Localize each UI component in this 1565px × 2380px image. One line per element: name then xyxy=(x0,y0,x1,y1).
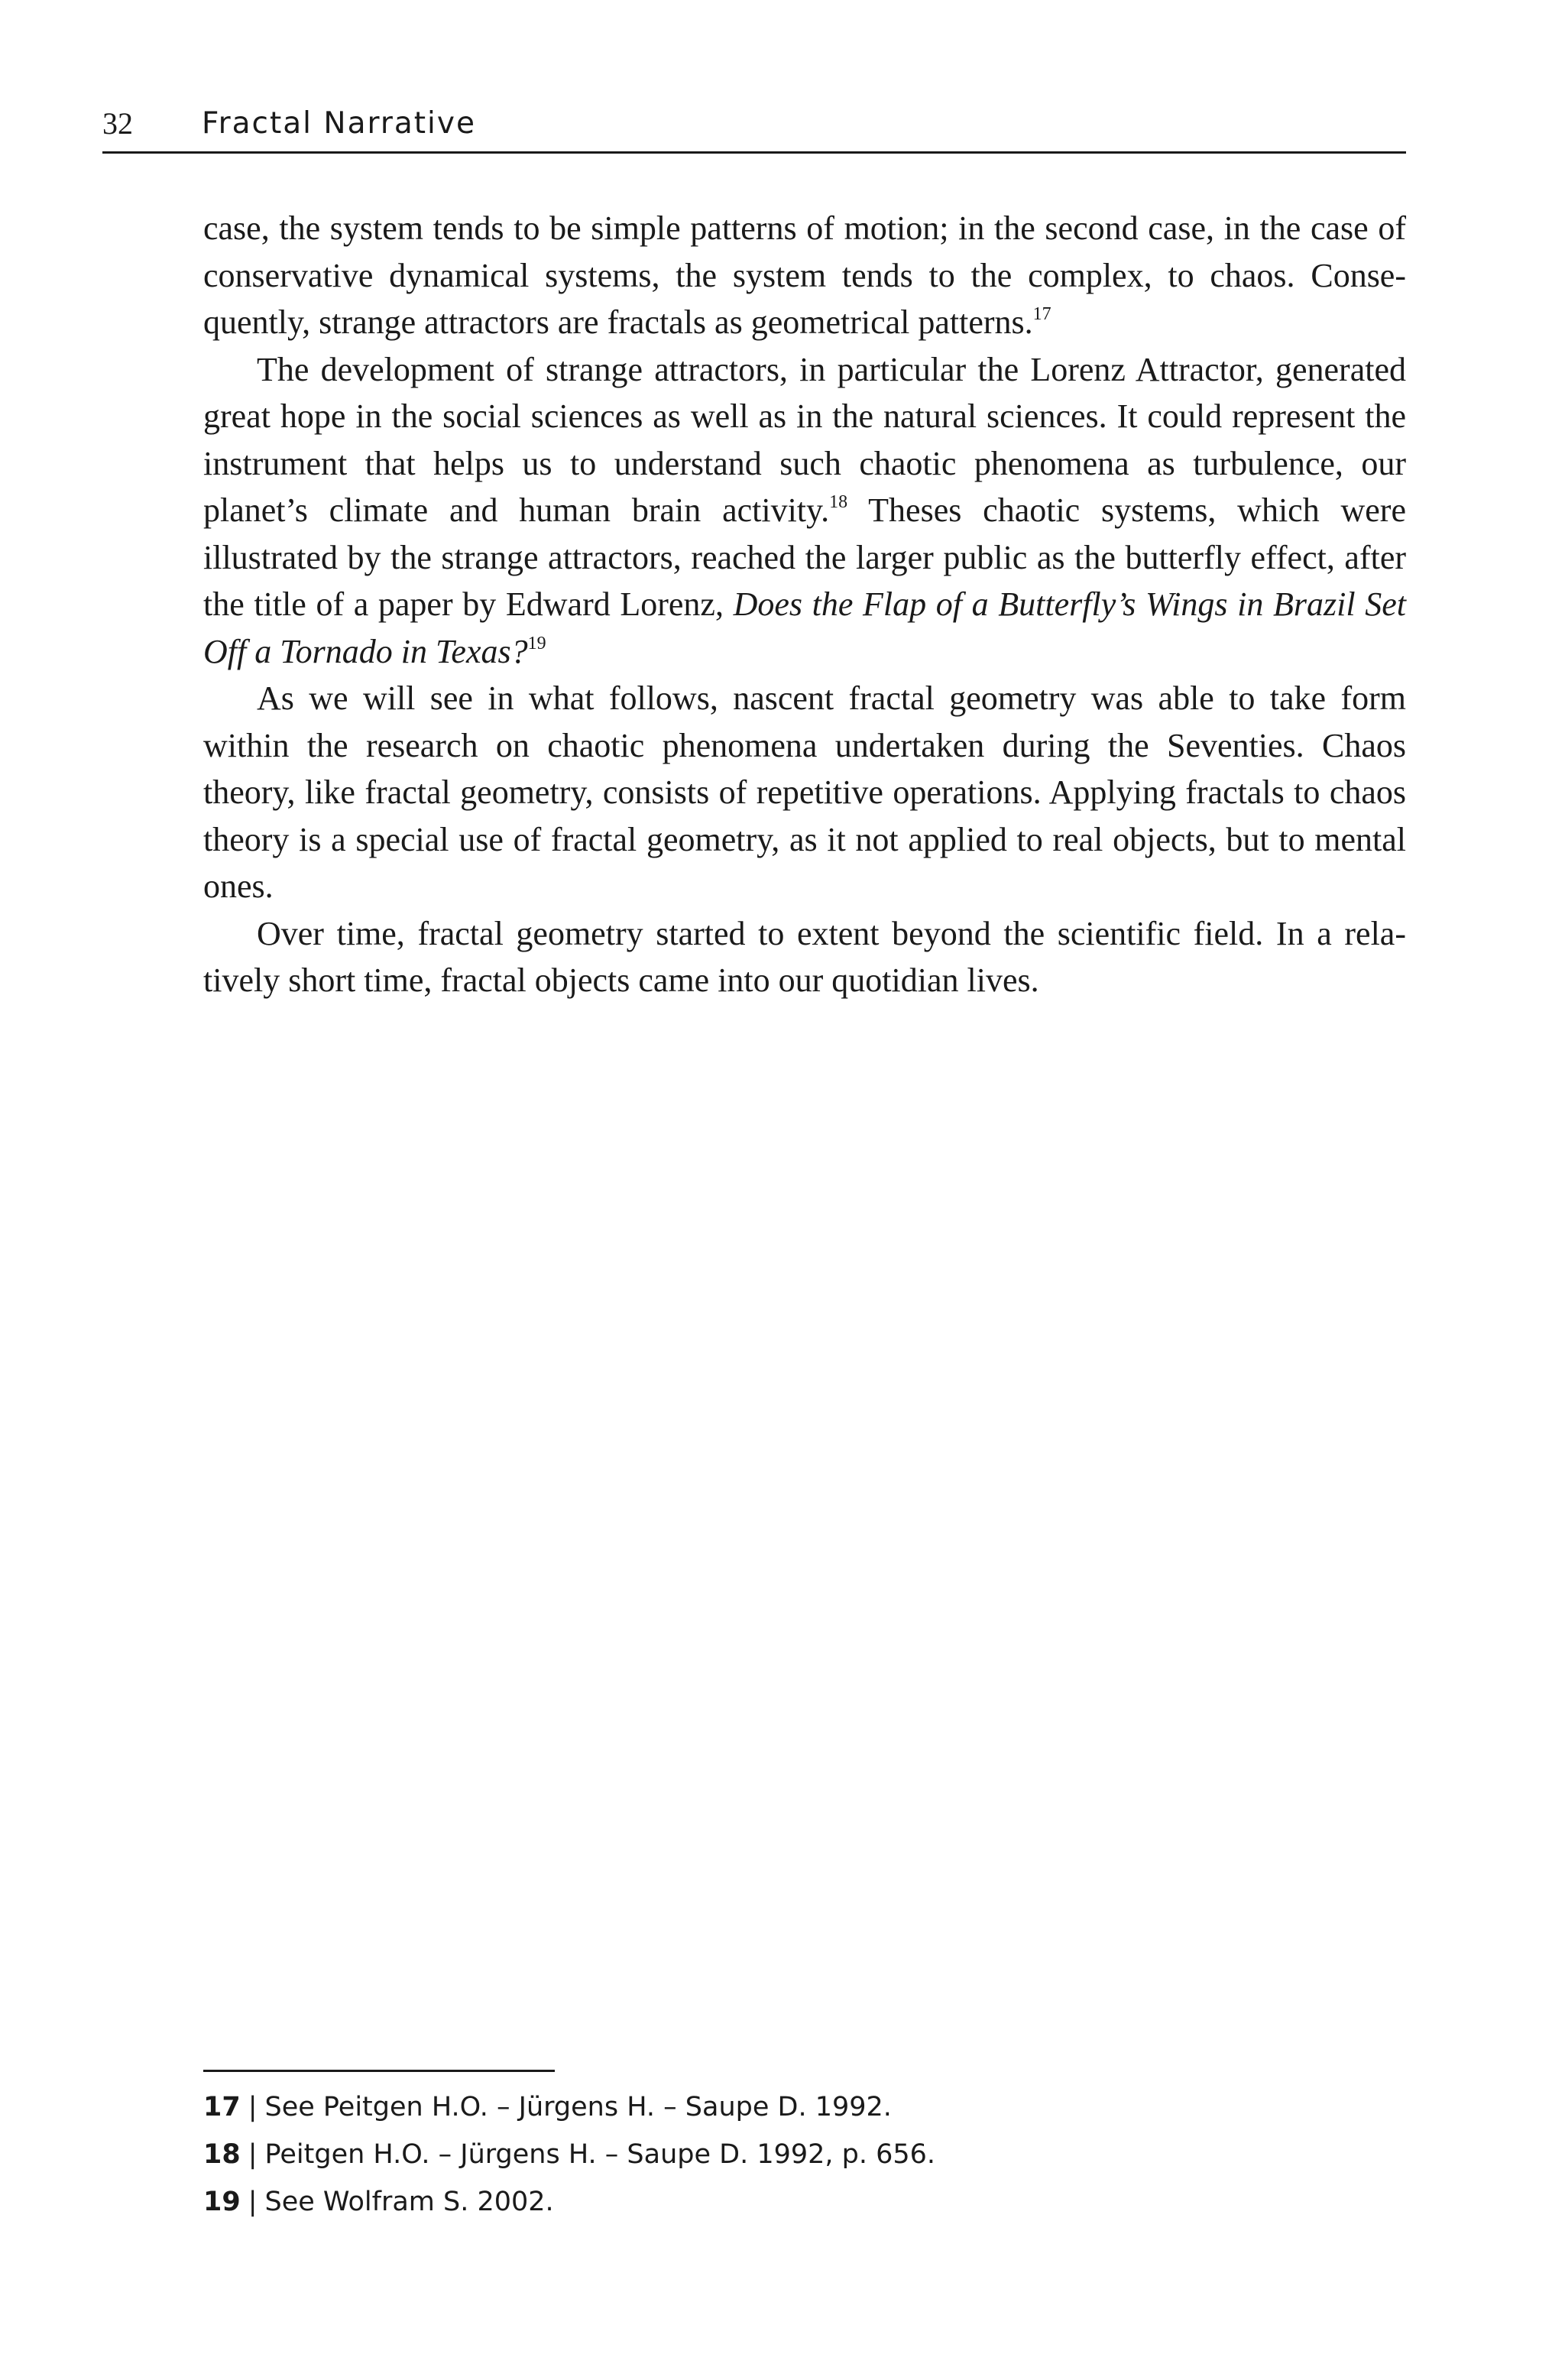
footnote-number: 18 xyxy=(203,2139,241,2170)
footnote-separator: | xyxy=(248,2187,258,2217)
paragraph-1 xyxy=(203,205,1406,346)
footnote-text: See Wolfram S. 2002. xyxy=(264,2187,554,2217)
footnote-text: See Peitgen H.O. – Jürgens H. – Saupe D. 1992. xyxy=(264,2092,892,2122)
footnote-number: 17 xyxy=(203,2092,241,2122)
footnote-18 xyxy=(203,2131,1406,2178)
footnote-divider xyxy=(203,2070,555,2072)
footnote-ref-19[interactable]: 19 xyxy=(527,633,546,653)
footnote-text: Peitgen H.O. – Jürgens H. – Saupe D. 1992, p. 656. xyxy=(264,2139,936,2170)
page-number: 32 xyxy=(102,106,133,141)
paragraph-2-text-b: Theses chaotic systems, which were illustrated by the strange attractors, reached the larger public as the butterfly effect, after the title of a paper by Edward Lorenz, xyxy=(203,491,1406,623)
paragraph-1-text: case, the system tends to be simple patterns of motion; in the second case, in the case of conservative dynamical systems, the system tends to the complex, to chaos. Consequently, strange attractors are fractals as geometrical patterns. xyxy=(203,209,1406,341)
paragraph-3-text: As we will see in what follows, nascent fractal geometry was able to take form within the research on chaotic phenomena undertaken during the Seventies. Chaos theory, like fractal geometry, consists of repetitive operations. Applying fractals to chaos theory is a special use of fractal geometry, as it not applied to real objects, but to mental ones. xyxy=(203,679,1406,905)
footnote-19 xyxy=(203,2178,1406,2226)
footnote-17 xyxy=(203,2083,1406,2131)
footnote-separator: | xyxy=(248,2139,258,2170)
running-title: Fractal Narrative xyxy=(202,106,476,141)
footnote-separator: | xyxy=(248,2092,258,2122)
footnote-ref-18[interactable]: 18 xyxy=(829,492,848,512)
paragraph-2-text-a: The development of strange attractors, in particular the Lorenz Attractor, generated great hope in the social sciences as well as in the natural sciences. It could represent the instrument that helps us to understand such chaotic phenomena as turbulence, our planet’s climate and human brain activity. xyxy=(203,350,1406,529)
footnotes xyxy=(203,2083,1406,2226)
paragraph-4 xyxy=(203,910,1406,1004)
paragraph-3 xyxy=(203,675,1406,910)
paragraph-2 xyxy=(203,346,1406,676)
paragraph-4-text: Over time, fractal geometry started to extent beyond the scientific field. In a relatively short time, fractal objects came into our quotidian lives. xyxy=(203,914,1406,999)
footnote-number: 19 xyxy=(203,2187,241,2217)
main-text xyxy=(203,205,1406,1004)
footnote-ref-17[interactable]: 17 xyxy=(1032,304,1051,324)
page-header xyxy=(102,104,1406,154)
paper-title: Does the Flap of a Butterfly’s Wings in Brazil Set Off a Tornado in Texas? xyxy=(203,585,1406,670)
